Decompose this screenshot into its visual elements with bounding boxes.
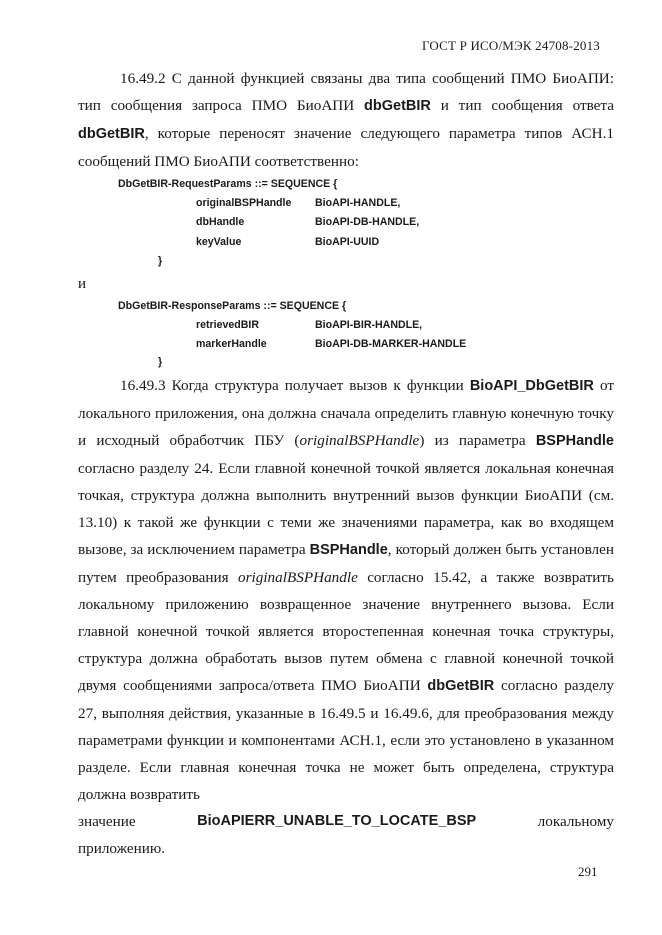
paragraph-16-49-3: 16.49.3 Когда структура получает вызов к функции BioAPI_DbGetBIR от локального приложения, она должна сначала определить главную конечную точку и исходный обработчик ПБУ (originalBSPHandle) из параметра BSPHandle согласно разделу 24. Если главной конечной точкой является локальная конечная точкая, структура должна выполнить внутренний вызов функции БиоАПИ (см. 13.10) к такой же функции с теми же значениями параметра, как во входящем вызове, за исключением параметра BSPHandle, который должен быть установлен путем преобразования originalBSPHandle согласно 15.42, а также возвратить локальному приложению возвращенное значение внутреннего вызова. Если главной конечной точкой является второстепенная конечная точка структуры, структура должна обработать вызов путем обмена с главной конечной точкой двумя сообщениями запроса/ответа ПМО БиоАПИ dbGetBIR согласно разделу 27, выполняя действия, указанные в 16.49.5 и 16.49.6, для преобразования между параметрами функции и компонентами АСН.1, если это установлено в указанном разделе. Если главная конечная точка не может быть определена, структура должна возвратить значение BioAPIERR_UNABLE_TO_LOCATE_BSP локальному приложению.	[78, 372, 614, 862]
page-number: 291	[578, 864, 598, 879]
standard-header: ГОСТ Р ИСО/МЭК 24708-2013	[421, 38, 600, 53]
message-type-response: dbGetBIR	[78, 126, 145, 142]
request-param-type: BioAPI-UUID	[315, 236, 380, 248]
request-param-type: BioAPI-DB-HANDLE,	[315, 216, 420, 228]
response-param-name: retrievedBIR	[196, 319, 259, 331]
response-params-head: DbGetBIR-ResponseParams ::= SEQUENCE {	[118, 300, 347, 312]
request-param-name: keyValue	[196, 236, 242, 248]
italic-term: originalBSPHandle	[299, 432, 420, 449]
paragraph-16-49-2: 16.49.2 С данной функцией связаны два типа сообщений ПМО БиоАПИ: тип сообщения запроса ПМО БиоАПИ dbGetBIR и тип сообщения ответа dbGetBIR, которые переносят значение следующего параметра типов АСН.1 сообщений ПМО БиоАПИ соответственно:	[78, 70, 614, 170]
parameter-name: BSPHandle	[309, 542, 388, 558]
response-params-close: }	[158, 356, 163, 368]
response-param-name: markerHandle	[196, 338, 267, 350]
last-line: значение BioAPIERR_UNABLE_TO_LOCATE_BSP локальному	[78, 808, 614, 835]
request-param-type: BioAPI-HANDLE,	[315, 197, 401, 209]
request-params-head: DbGetBIR-RequestParams ::= SEQUENCE {	[118, 178, 338, 190]
response-param-type: BioAPI-DB-MARKER-HANDLE	[315, 338, 467, 350]
italic-term: originalBSPHandle	[238, 569, 358, 586]
request-params-close: }	[158, 255, 163, 267]
paragraph-end: приложению.	[78, 840, 166, 857]
response-param-type: BioAPI-BIR-HANDLE,	[315, 319, 423, 331]
error-code: BioAPIERR_UNABLE_TO_LOCATE_BSP	[197, 813, 477, 829]
message-type-request: dbGetBIR	[364, 98, 431, 114]
request-param-name: originalBSPHandle	[196, 197, 292, 209]
request-param-name: dbHandle	[196, 216, 245, 228]
conjunction: и	[78, 276, 87, 292]
function-name: BioAPI_DbGetBIR	[469, 378, 594, 394]
message-type: dbGetBIR	[427, 678, 495, 694]
parameter-name: BSPHandle	[535, 433, 614, 449]
